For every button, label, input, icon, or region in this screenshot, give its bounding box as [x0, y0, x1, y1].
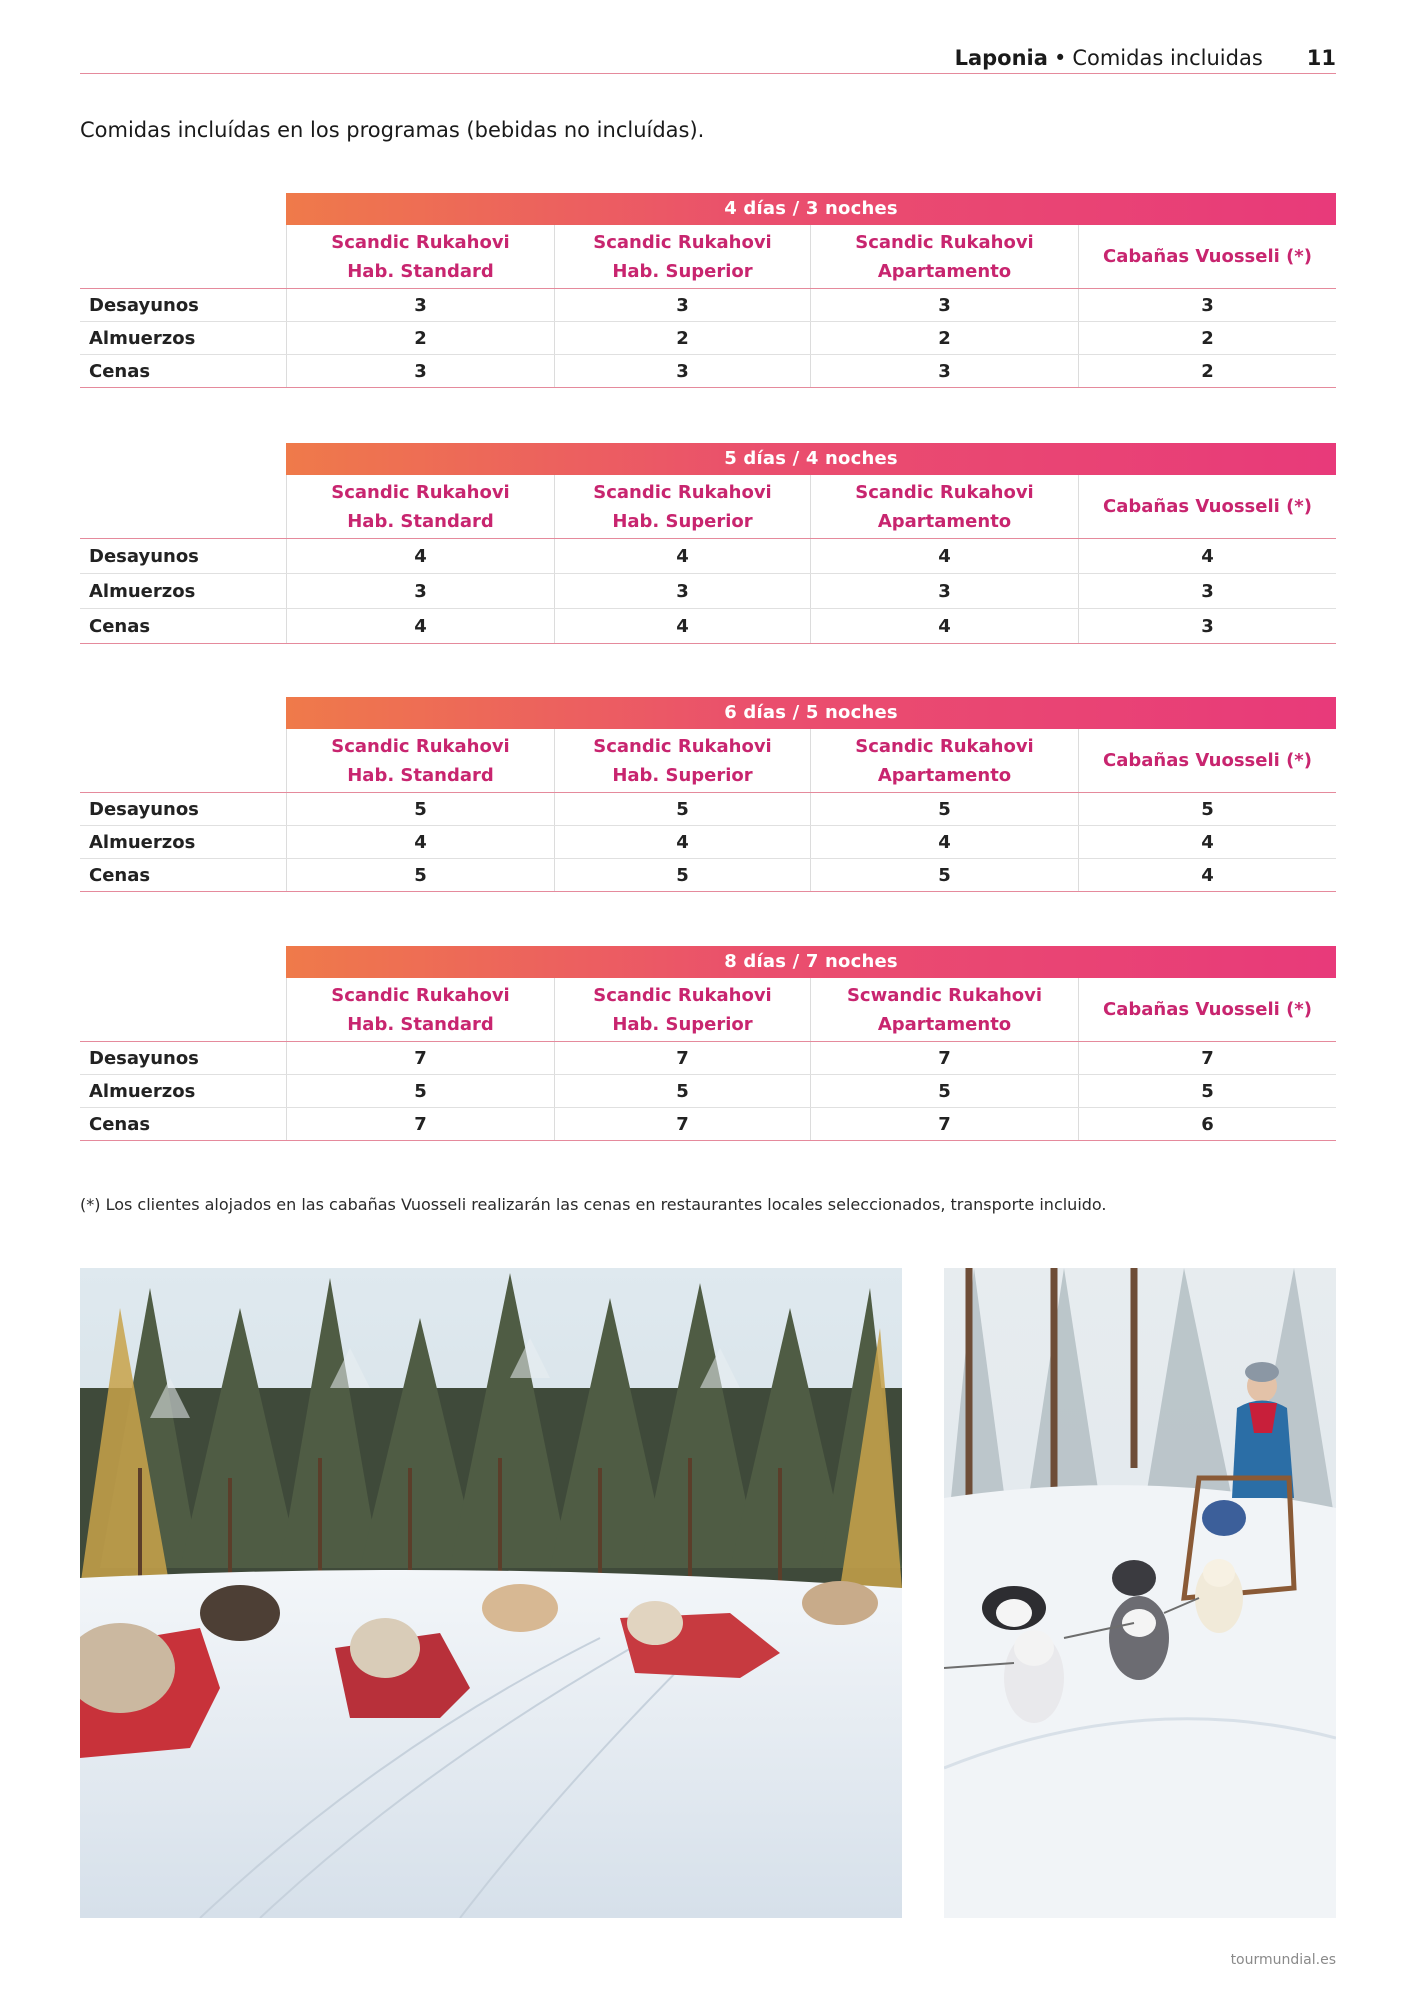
table-cell: 7: [554, 1108, 810, 1140]
column-header-cabanas: Cabañas Vuosseli (*): [1078, 978, 1336, 1041]
column-header-apartamento: Scandic Rukahovi Apartamento: [810, 729, 1078, 792]
table-title: 5 días / 4 noches: [286, 443, 1336, 475]
table-cell: 4: [810, 539, 1078, 573]
header-region: Laponia: [954, 46, 1048, 70]
table-cell: 5: [810, 793, 1078, 825]
table-cell: 3: [1078, 289, 1336, 321]
table-cell: 7: [810, 1042, 1078, 1074]
table-cell: 4: [1078, 859, 1336, 891]
row-label: Desayunos: [89, 798, 199, 820]
column-header-superior: Scandic Rukahovi Hab. Superior: [554, 225, 810, 288]
header-separator: •: [1053, 46, 1067, 70]
table-cell: 4: [810, 826, 1078, 858]
table-cell: 7: [286, 1108, 554, 1140]
table-cell: 3: [810, 289, 1078, 321]
table-cell: 7: [286, 1042, 554, 1074]
table-cell: 3: [286, 289, 554, 321]
table-cell: 2: [810, 322, 1078, 354]
table-cell: 5: [1078, 1075, 1336, 1107]
table-cell: 3: [810, 355, 1078, 387]
row-label: Almuerzos: [89, 327, 196, 349]
table-cell: 4: [554, 826, 810, 858]
footer-website[interactable]: tourmundial.es: [1230, 1952, 1336, 1968]
table-cell: 4: [286, 826, 554, 858]
column-header-standard: Scandic Rukahovi Hab. Standard: [286, 729, 554, 792]
table-header-row: [80, 978, 1336, 1042]
table-cell: 3: [554, 355, 810, 387]
table-cell: 4: [286, 609, 554, 643]
table-cell: 4: [1078, 539, 1336, 573]
table-cell: 5: [810, 1075, 1078, 1107]
meal-table-6-days: [80, 697, 1336, 892]
table-row-almuerzos: [80, 574, 1336, 609]
table-cell: 2: [1078, 355, 1336, 387]
table-title: 4 días / 3 noches: [286, 193, 1336, 225]
row-label: Almuerzos: [89, 831, 196, 853]
footnote: (*) Los clientes alojados en las cabañas Vuosseli realizarán las cenas en restaurantes locales seleccionados, transporte incluido.: [80, 1195, 1107, 1214]
header-section: Comidas incluidas: [1072, 46, 1263, 70]
intro-text: Comidas incluídas en los programas (bebidas no incluídas).: [80, 118, 705, 142]
table-cell: 3: [286, 574, 554, 608]
column-header-standard: Scandic Rukahovi Hab. Standard: [286, 475, 554, 538]
table-row-cenas: [80, 609, 1336, 644]
column-header-cabanas: Cabañas Vuosseli (*): [1078, 729, 1336, 792]
header-right: [955, 46, 1336, 70]
table-cell: 6: [1078, 1108, 1336, 1140]
column-header-standard: Scandic Rukahovi Hab. Standard: [286, 978, 554, 1041]
row-label: Desayunos: [89, 1047, 199, 1069]
column-header-apartamento: Scandic Rukahovi Apartamento: [810, 475, 1078, 538]
row-label: Cenas: [89, 360, 151, 382]
column-header-apartamento: Scandic Rukahovi Apartamento: [810, 225, 1078, 288]
table-row-almuerzos: [80, 826, 1336, 859]
table-cell: 4: [810, 609, 1078, 643]
table-cell: 2: [1078, 322, 1336, 354]
column-header-superior: Scandic Rukahovi Hab. Superior: [554, 475, 810, 538]
table-title: 6 días / 5 noches: [286, 697, 1336, 729]
table-cell: 3: [810, 574, 1078, 608]
table-cell: 5: [554, 793, 810, 825]
table-cell: 4: [1078, 826, 1336, 858]
table-cell: 4: [286, 539, 554, 573]
meal-table-5-days: [80, 443, 1336, 644]
table-cell: 3: [554, 574, 810, 608]
row-label: Almuerzos: [89, 1080, 196, 1102]
table-cell: 3: [1078, 609, 1336, 643]
meal-table-8-days: [80, 946, 1336, 1141]
table-cell: 7: [1078, 1042, 1336, 1074]
husky-dogsled-photo: [944, 1268, 1336, 1918]
table-cell: 3: [1078, 574, 1336, 608]
table-cell: 5: [554, 1075, 810, 1107]
table-title: 8 días / 7 noches: [286, 946, 1336, 978]
table-cell: 2: [286, 322, 554, 354]
table-row-almuerzos: [80, 322, 1336, 355]
column-header-apartamento: Scwandic Rukahovi Apartamento: [810, 978, 1078, 1041]
row-label: Cenas: [89, 864, 151, 886]
table-cell: 7: [554, 1042, 810, 1074]
table-row-desayunos: [80, 793, 1336, 826]
page-number: 11: [1306, 46, 1336, 70]
column-header-cabanas: Cabañas Vuosseli (*): [1078, 475, 1336, 538]
table-header-row: [80, 225, 1336, 289]
table-cell: 3: [554, 289, 810, 321]
table-row-desayunos: [80, 289, 1336, 322]
row-label: Desayunos: [89, 294, 199, 316]
row-label: Desayunos: [89, 545, 199, 567]
table-cell: 2: [554, 322, 810, 354]
table-header-row: [80, 475, 1336, 539]
table-cell: 5: [286, 1075, 554, 1107]
table-cell: 3: [286, 355, 554, 387]
column-header-superior: Scandic Rukahovi Hab. Superior: [554, 729, 810, 792]
table-row-cenas: [80, 859, 1336, 892]
reindeer-sleigh-photo: [80, 1268, 902, 1918]
table-cell: 7: [810, 1108, 1078, 1140]
table-cell: 4: [554, 539, 810, 573]
row-label: Cenas: [89, 1113, 151, 1135]
header-spacer: [80, 225, 286, 288]
header-spacer: [80, 978, 286, 1041]
header-spacer: [80, 475, 286, 538]
table-cell: 5: [286, 793, 554, 825]
column-header-standard: Scandic Rukahovi Hab. Standard: [286, 225, 554, 288]
table-cell: 5: [1078, 793, 1336, 825]
column-header-cabanas: Cabañas Vuosseli (*): [1078, 225, 1336, 288]
table-header-row: [80, 729, 1336, 793]
table-cell: 5: [554, 859, 810, 891]
table-cell: 5: [810, 859, 1078, 891]
meal-table-4-days: [80, 193, 1336, 388]
table-row-cenas: [80, 1108, 1336, 1141]
row-label: Cenas: [89, 615, 151, 637]
table-cell: 4: [554, 609, 810, 643]
table-row-desayunos: [80, 539, 1336, 574]
table-cell: 5: [286, 859, 554, 891]
header-spacer: [80, 729, 286, 792]
table-row-desayunos: [80, 1042, 1336, 1075]
row-label: Almuerzos: [89, 580, 196, 602]
table-row-almuerzos: [80, 1075, 1336, 1108]
column-header-superior: Scandic Rukahovi Hab. Superior: [554, 978, 810, 1041]
page-header: [80, 44, 1336, 74]
table-row-cenas: [80, 355, 1336, 388]
